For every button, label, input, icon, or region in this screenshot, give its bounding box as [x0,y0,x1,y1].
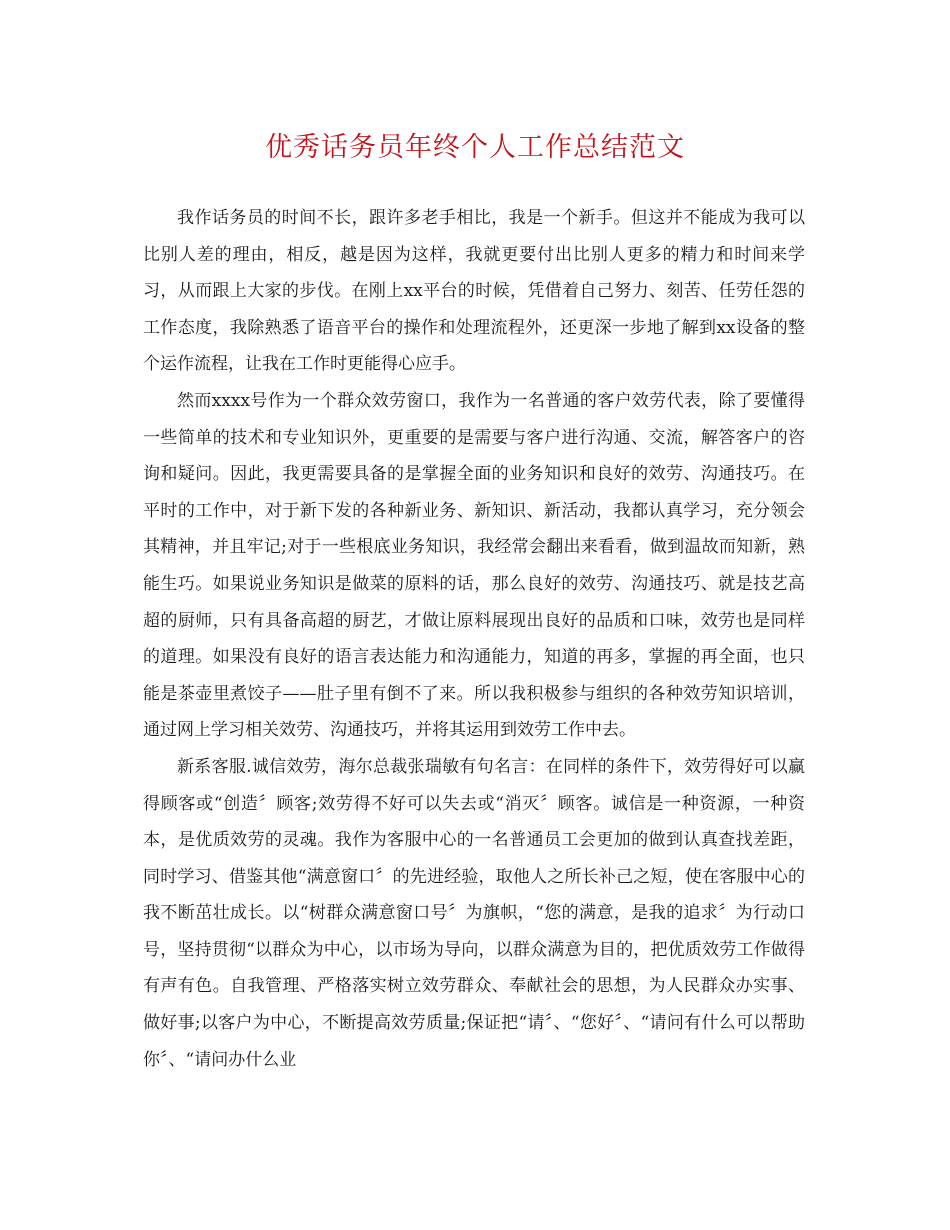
document-body [143,200,805,1078]
paragraph-1: 我作话务员的时间不长，跟许多老手相比，我是一个新手。但这并不能成为我可以比别人差的理由，相反，越是因为这样，我就更要付出比别人更多的精力和时间来学习，从而跟上大家的步伐。在刚上xx平台的时候，凭借着自己努力、刻苦、任劳任怨的工作态度，我除熟悉了语音平台的操作和处理流程外，还更深一步地了解到xx设备的整个运作流程，让我在工作时更能得心应手。 [143,208,805,375]
document-title: 优秀话务员年终个人工作总结范文 [265,132,685,163]
paragraph-3: 新系客服.诚信效劳，海尔总裁张瑞敏有句名言：在同样的条件下，效劳得好可以赢得顾客或“创造〞顾客;效劳得不好可以失去或“消灭〞顾客。诚信是一种资源，一种资本，是优质效劳的灵魂。我作为客服中心的一名普通员工会更加的做到认真查找差距，同时学习、借鉴其他“满意窗口〞的先进经验，取他人之所长补己之短，使在客服中心的我不断茁壮成长。以“树群众满意窗口号〞为旗帜，“您的满意，是我的追求〞为行动口号，坚持贯彻“以群众为中心，以市场为导向，以群众满意为目的，把优质效劳工作做得有声有色。自我管理、严格落实树立效劳群众、奉献社会的思想，为人民群众办实事、做好事;以客户为中心，不断提高效劳质量;保证把“请〞、“您好〞、“请问有什么可以帮助你〞、“请问办什么业 [143,756,805,1070]
paragraph-2: 然而xxxx号作为一个群众效劳窗口，我作为一名普通的客户效劳代表，除了要懂得一些简单的技术和专业知识外，更重要的是需要与客户进行沟通、交流，解答客户的咨询和疑问。因此，我更需要具备的是掌握全面的业务知识和良好的效劳、沟通技巧。在平时的工作中，对于新下发的各种新业务、新知识、新活动，我都认真学习，充分领会其精神，并且牢记;对于一些根底业务知识，我经常会翻出来看看，做到温故而知新，熟能生巧。如果说业务知识是做菜的原料的话，那么良好的效劳、沟通技巧、就是技艺高超的厨师，只有具备高超的厨艺，才做让原料展现出良好的品质和口味，效劳也是同样的道理。如果没有良好的语言表达能力和沟通能力，知道的再多，掌握的再全面，也只能是茶壶里煮饺子——肚子里有倒不了来。所以我积极参与组织的各种效劳知识培训，通过网上学习相关效劳、沟通技巧，并将其运用到效劳工作中去。 [143,390,805,741]
